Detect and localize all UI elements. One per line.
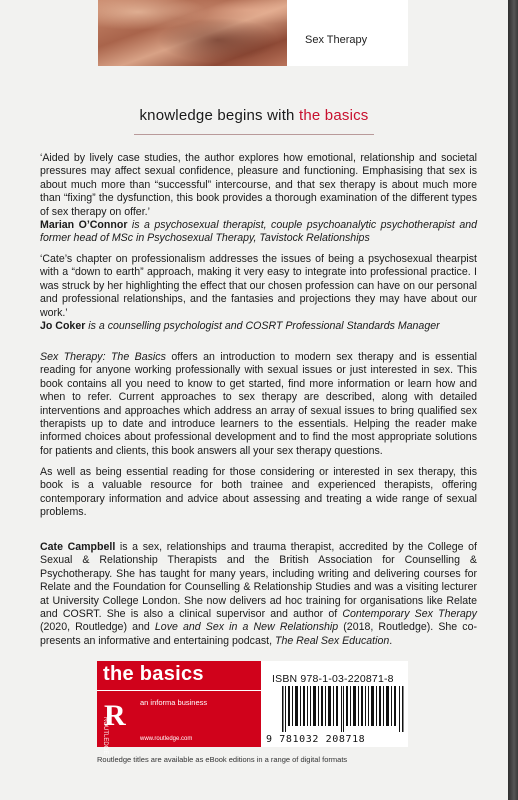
- description-paragraph-2: [40, 466, 477, 520]
- quote-text: ‘Aided by lively case studies, the author explores how emotional, relationship and societal pressures may affect sexual confidence, pleasure and functioning. Emphasising that sex is about much more than “successful” intercourse, and that sex therapy is about much more than “fixing” the dysfunction, this book provides a thorough examination of the different types of sex therapy on offer.’: [40, 152, 477, 218]
- informa-tag: an informa business: [140, 698, 208, 707]
- author-bio: [40, 541, 477, 648]
- quote-role: is a counselling psychologist and COSRT Professional Standards Manager: [85, 320, 440, 333]
- series-title: the basics: [103, 663, 204, 685]
- quote-author: Marian O’Connor: [40, 219, 128, 232]
- barcode-digits: 9 781032 208718: [266, 734, 366, 745]
- ebook-note: Routledge titles are available as eBook editions in a range of digital formats: [97, 755, 348, 764]
- bio-text: is a sex, relationships and trauma therapist, accredited by the College of Sexual & Relationship Therapists and the British Association for Counselling & Psychotherapy. She has taught for many years, including writing and delivering courses for Relate and the Foundation for Counselling & Relationship Studies and was a visiting lecturer at University College London. She now delivers ad hoc training for organisations like Relate and COSRT. She is also a clinical supervisor and author of: [40, 541, 477, 621]
- bio-text: (2018, Routledge). She co-presents an informative and entertaining podcast,: [40, 621, 477, 647]
- endorsement-1: [40, 152, 477, 246]
- quote-text: ‘Cate’s chapter on professionalism addresses the issues of being a psychosexual thearpist with a “down to earth” approach, making it very easy to integrate into professional practice. I was struck by her highlighting the effect that our chosen profession can have on our personal and professional relationships, and the fantasies and projections they may have about our work.’: [40, 253, 477, 319]
- description-text: offers an introduction to modern sex therapy and is essential reading for anyone working professionally with sexual issues or just interested in sex. This book contains all you need to know to get started, find more information or learn how and when to refer. Current approaches to sex therapy are described, along with detailed interventions and approaches which address an array of sexual issues to bring qualified sex therapists up to date and introduce learners to the essentials. Helping the reader make informed choices about professional development and to find the most appropriate solutions for patients and clients, this book answers all your sex therapy questions.: [40, 351, 477, 457]
- bio-text: .: [389, 634, 393, 647]
- top-label: Sex Therapy: [305, 34, 368, 46]
- barcode-icon: [282, 686, 404, 732]
- top-label-box: [287, 0, 408, 66]
- quote-attribution: [40, 219, 477, 246]
- isbn: ISBN 978-1-03-220871-8: [272, 673, 394, 685]
- bio-book-title: Love and Sex in a New Relationship: [154, 621, 339, 634]
- quote-author: Jo Coker: [40, 320, 86, 333]
- cover-edge: [508, 0, 518, 800]
- description-text: As well as being essential reading for those considering or interested in sex therapy, this book is a valuable resource for both trainee and experienced therapists, offering contemporary information and advice about assessing and treating a wide range of sexual problems.: [40, 466, 477, 519]
- cover-photo-strip: [98, 0, 287, 66]
- bio-text: (2020, Routledge) and: [40, 621, 155, 634]
- tagline-prefix: knowledge begins with: [139, 107, 299, 124]
- quote-attribution: [40, 320, 477, 333]
- publisher-url: www.routledge.com: [140, 736, 193, 742]
- series-divider: [97, 690, 261, 691]
- description-paragraph-1: [40, 351, 477, 458]
- author-name: Cate Campbell: [40, 541, 116, 553]
- tagline-accent: the basics: [298, 107, 369, 124]
- routledge-logo-icon: R: [104, 699, 126, 732]
- book-title-inline: Sex Therapy: The Basics: [40, 351, 166, 363]
- bio-podcast-title: The Real Sex Education: [274, 634, 390, 647]
- bio-book-title: Contemporary Sex Therapy: [342, 608, 477, 621]
- quote-role: is a psychosexual therapist, couple psychoanalytic psychotherapist and former head of MSc in Psychosexual Therapy, Tavistock Relationships: [40, 219, 477, 245]
- tagline: [0, 107, 508, 124]
- routledge-wordmark: ROUTLEDGE: [102, 717, 108, 755]
- tagline-rule: [134, 134, 374, 135]
- endorsement-2: [40, 253, 477, 333]
